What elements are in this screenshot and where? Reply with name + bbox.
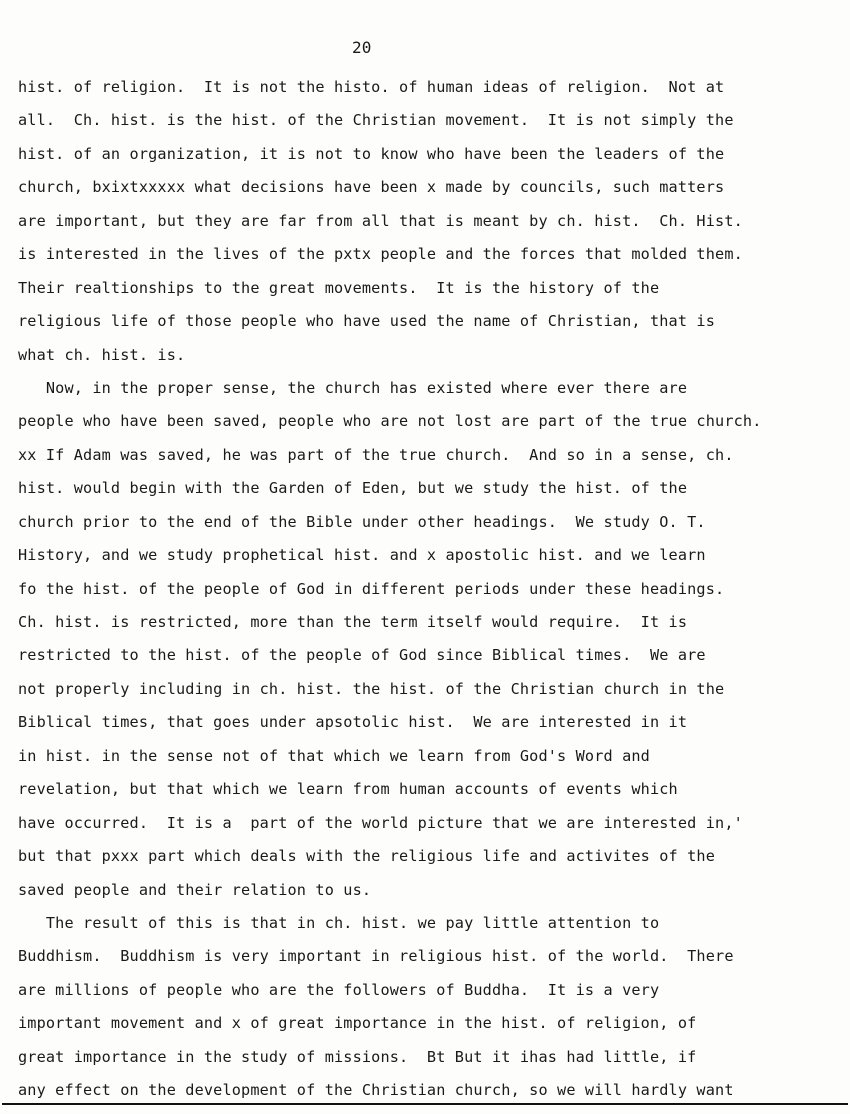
text-line: fo the hist. of the people of God in different periods under these headings. xyxy=(18,579,725,598)
text-line: all. Ch. hist. is the hist. of the Christian movement. It is not simply the xyxy=(18,111,734,130)
text-line: hist. would begin with the Garden of Eden, but we study the hist. of the xyxy=(18,479,688,498)
text-line: important movement and x of great importance in the hist. of religion, of xyxy=(18,1014,697,1033)
text-line: revelation, but that which we learn from human accounts of events which xyxy=(18,780,678,799)
text-line: are millions of people who are the followers of Buddha. It is a very xyxy=(18,980,660,999)
text-line: Now, in the proper sense, the church has existed where ever there are xyxy=(18,378,688,397)
text-line: any effect on the development of the Christian church, so we will hardly want xyxy=(18,1081,734,1100)
text-line: saved people and their relation to us. xyxy=(18,880,372,899)
typed-text-body xyxy=(18,71,838,1108)
text-line: xx If Adam was saved, he was part of the true church. And so in a sense, ch. xyxy=(18,445,734,464)
text-line: is interested in the lives of the pxtx people and the forces that molded them. xyxy=(18,245,743,264)
text-line: Biblical times, that goes under apsotolic hist. We are interested in it xyxy=(18,713,688,732)
text-line: Buddhism. Buddhism is very important in religious hist. of the world. There xyxy=(18,947,734,966)
text-line: but that pxxx part which deals with the religious life and activites of the xyxy=(18,847,716,866)
bottom-rule xyxy=(2,1103,848,1105)
text-line: History, and we study prophetical hist. and x apostolic hist. and we learn xyxy=(18,546,706,565)
text-line: not properly including in ch. hist. the hist. of the Christian church in the xyxy=(18,679,725,698)
text-line: people who have been saved, people who are not lost are part of the true church. xyxy=(18,412,762,431)
text-line: hist. of an organization, it is not to know who have been the leaders of the xyxy=(18,144,725,163)
text-line: The result of this is that in ch. hist. we pay little attention to xyxy=(18,913,660,932)
text-line: church prior to the end of the Bible under other headings. We study O. T. xyxy=(18,512,706,531)
text-line: religious life of those people who have used the name of Christian, that is xyxy=(18,312,716,331)
text-line: Their realtionships to the great movements. It is the history of the xyxy=(18,278,660,297)
text-line: church, bxixtxxxxx what decisions have been x made by councils, such matters xyxy=(18,178,725,197)
text-line: restricted to the hist. of the people of God since Biblical times. We are xyxy=(18,646,706,665)
text-line: in hist. in the sense not of that which we learn from God's Word and xyxy=(18,746,650,765)
text-line: Ch. hist. is restricted, more than the term itself would require. It is xyxy=(18,613,688,631)
text-line: are important, but they are far from all that is meant by ch. hist. Ch. Hist. xyxy=(18,211,743,230)
text-line: what ch. hist. is. xyxy=(18,345,186,364)
text-line: great importance in the study of missions. Bt But it ihas had little, if xyxy=(18,1047,697,1066)
text-line: have occurred. It is a part of the world picture that we are interested in,' xyxy=(18,813,743,832)
text-line: hist. of religion. It is not the histo. of human ideas of religion. Not at xyxy=(18,78,725,96)
page-number: 20 xyxy=(352,38,372,57)
